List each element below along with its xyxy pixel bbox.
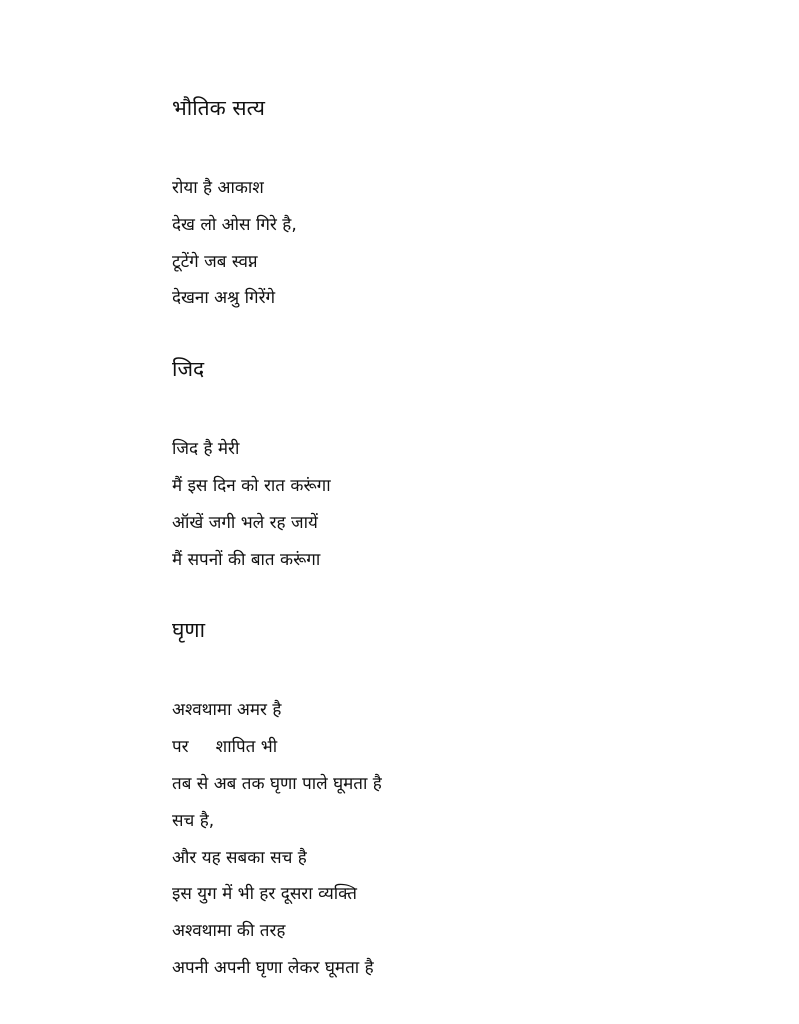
poem-title: भौतिक सत्य — [172, 96, 265, 120]
poem-title: घृणा — [172, 618, 206, 643]
poem-line: देख लो ओस गिरे है, — [172, 214, 297, 235]
poem-line: मैं इस दिन को रात करूंगा — [172, 475, 331, 496]
poem-line: टूटेंगे जब स्वप्न — [172, 251, 258, 272]
poem-ghrina — [172, 612, 732, 986]
poem-line: अपनी अपनी घृणा लेकर घूमता है — [172, 957, 374, 978]
poem-line: मैं सपनों की बात करूंगा — [172, 549, 321, 570]
poem-line: अश्वथामा अमर है — [172, 700, 282, 721]
poem-line: पर शापित भी — [172, 737, 278, 758]
poem-line: इस युग में भी हर दूसरा व्यक्ति — [172, 884, 357, 905]
poem-line: सच है, — [172, 810, 215, 831]
poem-bhautik-satya — [172, 90, 732, 317]
poem-line: अश्वथामा की तरह — [172, 921, 286, 942]
poem-lines — [172, 431, 732, 578]
poem-line: जिद है मेरी — [172, 439, 240, 460]
poem-lines — [172, 692, 732, 986]
poem-collection — [172, 90, 732, 987]
poem-line: ऑखें जगी भले रह जायें — [172, 512, 318, 533]
poem-title: जिद — [172, 357, 205, 382]
poem-lines — [172, 170, 732, 317]
poem-jid — [172, 351, 732, 578]
poem-line: रोया है आकाश — [172, 178, 264, 198]
poem-line: तब से अब तक घृणा पाले घूमता है — [172, 773, 382, 794]
poem-line: और यह सबका सच है — [172, 847, 307, 868]
poem-line: देखना अश्रु गिरेंगे — [172, 288, 276, 309]
